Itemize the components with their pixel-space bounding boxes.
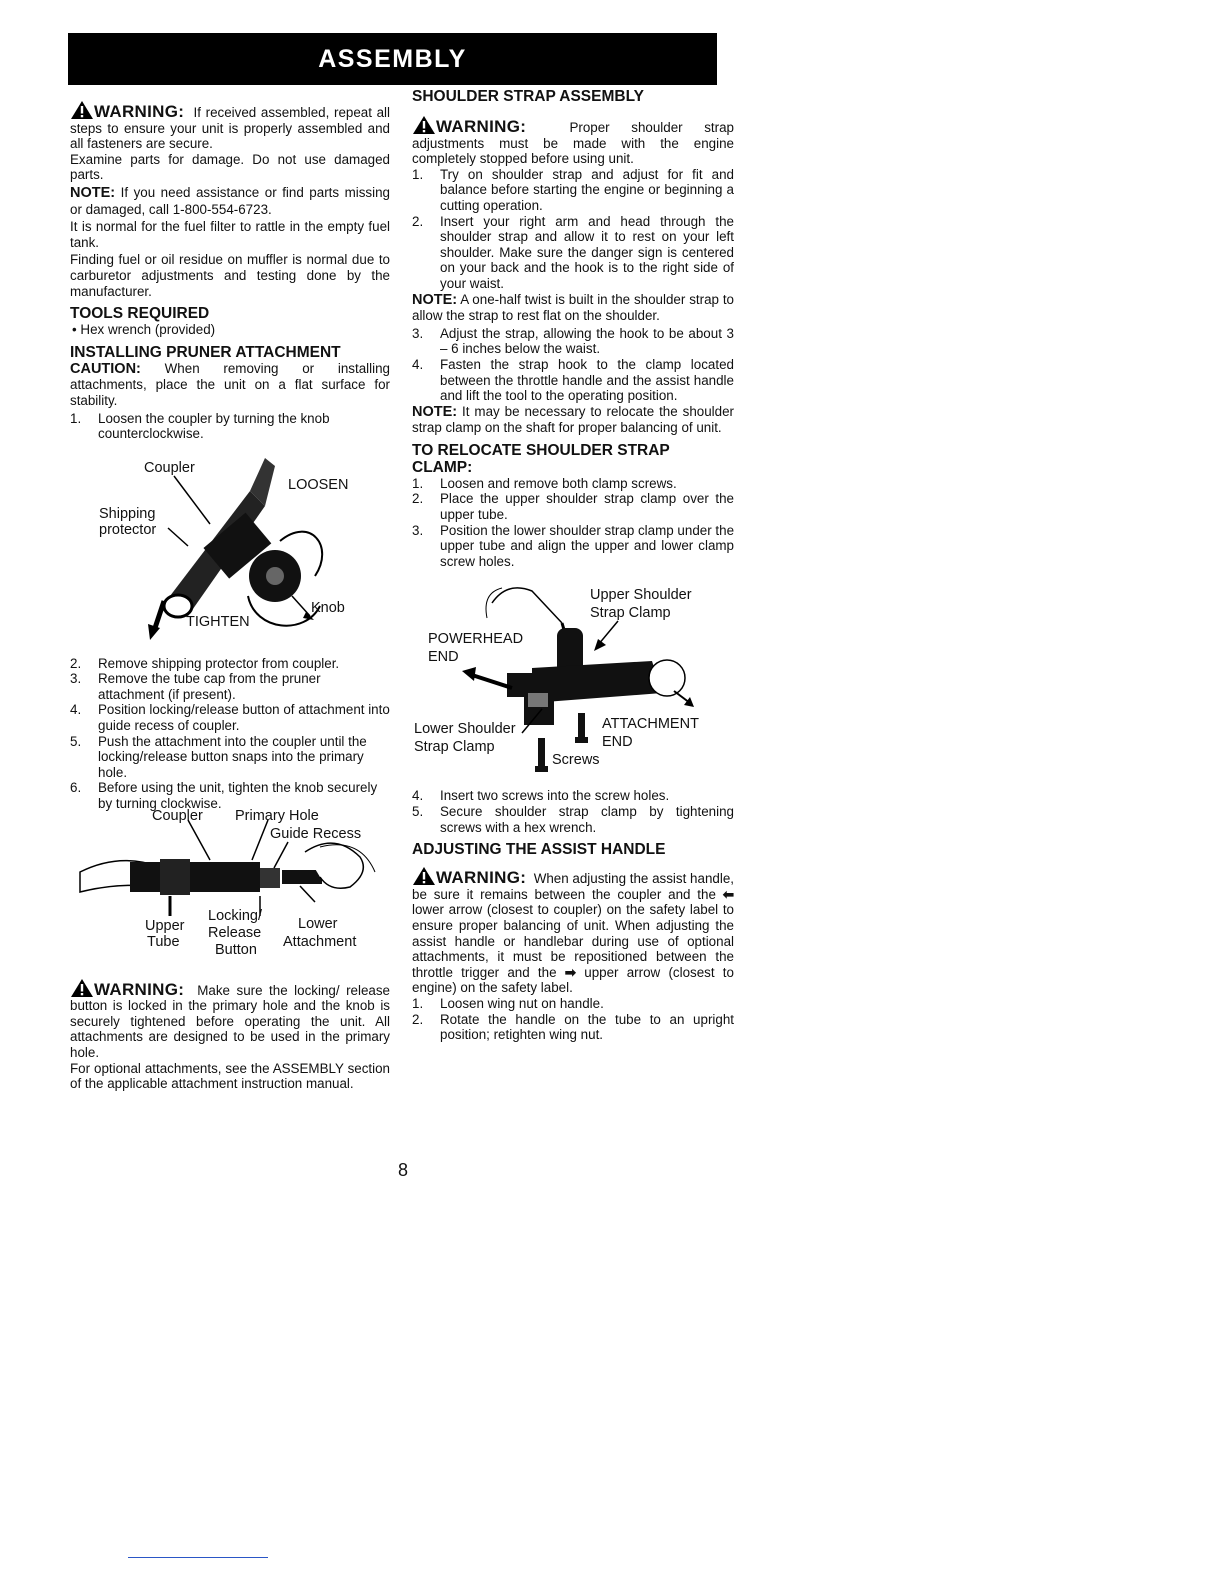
step-number: 4.	[412, 788, 424, 804]
steps-relocate	[412, 476, 734, 570]
right-column	[412, 88, 734, 1043]
warning-text: When adjusting the assist handle, be sure it remains between the coupler and the	[412, 871, 734, 902]
fig3-label-attachment: ATTACHMENT	[602, 716, 699, 733]
warning-text: If received assembled, repeat all steps to ensure your unit is properly assembled and all fasteners are secure.	[70, 105, 390, 152]
fig2-label-upper: Upper	[145, 917, 185, 934]
fig1-label-loosen: LOOSEN	[288, 476, 349, 493]
step-number: 3.	[412, 522, 424, 538]
warning-text-continued: lower arrow (closest to coupler) on the safety label to ensure proper balancing of unit. When adjusting the assist handle or handlebar during use of optional attachments, it must be repositioned between the throttle trigger and the	[412, 902, 734, 980]
list-item	[412, 476, 734, 492]
note-half-twist	[412, 292, 734, 324]
step-text: Push the attachment into the coupler until the locking/release button snaps into the primary hole.	[98, 733, 367, 780]
fig1-label-protector: protector	[99, 521, 157, 538]
warning-label: WARNING:	[94, 979, 185, 999]
paragraph-examine: Examine parts for damage. Do not use damaged parts.	[70, 151, 390, 183]
paragraph-residue: Finding fuel or oil residue on muffler is normal due to carburetor adjustments and testing done by the manufacturer.	[70, 252, 390, 299]
list-item	[70, 671, 390, 702]
note-assistance	[70, 185, 390, 217]
fig1-label-shipping: Shipping	[99, 505, 156, 522]
step-number: 6.	[70, 780, 82, 796]
heading-shoulder-strap: SHOULDER STRAP ASSEMBLY	[412, 88, 644, 105]
step-number: 2.	[412, 1011, 424, 1027]
warning-text: Proper shoulder strap adjustments must be made with the engine completely stopped before using unit.	[412, 120, 734, 167]
step-number: 3.	[412, 325, 424, 341]
note-label: NOTE:	[412, 291, 458, 308]
warning-triangle-icon	[70, 100, 94, 120]
step-text: Place the upper shoulder strap clamp over the upper tube.	[440, 491, 734, 523]
steps-screws	[412, 788, 734, 835]
step-number: 5.	[70, 733, 82, 749]
warning-received-assembled	[70, 100, 390, 152]
paragraph-fuel-filter: It is normal for the fuel filter to rattle in the empty fuel tank.	[70, 219, 390, 250]
caution-flat-surface	[70, 361, 390, 409]
heading-installing-pruner: INSTALLING PRUNER ATTACHMENT	[70, 343, 341, 361]
warning-label: WARNING:	[94, 102, 185, 121]
step-text: Secure shoulder strap clamp by tightening screws with a hex wrench.	[440, 804, 734, 835]
left-arrow-icon: ⬅	[722, 886, 734, 902]
step-number: 1.	[70, 410, 82, 426]
step-text: Remove the tube cap from the pruner attachment (if present).	[98, 671, 321, 702]
page-number: 8	[397, 1160, 408, 1180]
list-item	[412, 214, 734, 292]
fig1-label-knob: Knob	[311, 599, 345, 616]
fig2-label-locking: Locking/	[208, 907, 263, 924]
step-text: Loosen and remove both clamp screws.	[440, 475, 677, 491]
list-item	[70, 734, 390, 781]
step-text: Rotate the handle on the tube to an upright position; retighten wing nut.	[440, 1011, 734, 1043]
warning-strap-adjustments	[412, 115, 734, 167]
list-item	[70, 656, 390, 672]
figure-coupler-knob	[70, 446, 390, 656]
fig2-label-release: Release	[208, 924, 262, 941]
note-text: A one-half twist is built in the shoulder strap to allow the strap to rest flat on the shoulder.	[412, 291, 735, 324]
step-text: Position the lower shoulder strap clamp under the upper tube and align the upper and lower clamp screw holes.	[440, 522, 735, 569]
banner-title: ASSEMBLY	[318, 45, 467, 73]
warning-assist-handle	[412, 866, 734, 996]
note-text: It may be necessary to relocate the shoulder strap clamp on the shaft for proper balancing of unit.	[412, 403, 734, 436]
list-item	[70, 702, 390, 733]
warning-text: Make sure the locking/ release button is locked in the primary hole and the knob is securely tightened before operating the unit. All attachments are designed to be used in the primary hole.	[70, 982, 390, 1060]
warning-text-end: upper arrow (closest to engine) on the safety label.	[412, 964, 734, 996]
fig2-label-primary-hole: Primary Hole	[235, 807, 319, 824]
note-label: NOTE:	[412, 403, 458, 420]
fig3-label-strap-clamp-lower: Strap Clamp	[414, 739, 495, 756]
caution-label: CAUTION:	[70, 360, 141, 377]
list-item	[70, 411, 390, 442]
note-text: If you need assistance or find parts missing or damaged, call 1-800-554-6723.	[70, 184, 390, 217]
steps-assist-handle	[412, 996, 734, 1043]
step-text: Remove shipping protector from coupler.	[98, 655, 340, 671]
warning-triangle-icon	[412, 115, 436, 135]
step-number: 2.	[412, 491, 424, 507]
fig2-label-lower: Lower	[298, 915, 338, 932]
tools-item: • Hex wrench (provided)	[72, 322, 216, 338]
paragraph-optional-attachments: For optional attachments, see the ASSEMBLY section of the applicable attachment instruction manual.	[70, 1060, 390, 1092]
list-item	[412, 523, 734, 570]
fig3-label-strap-clamp: Strap Clamp	[590, 605, 671, 622]
fig3-label-powerhead: POWERHEAD	[428, 631, 524, 648]
warning-triangle-icon	[412, 866, 436, 886]
steps-strap-a	[412, 167, 734, 292]
list-item	[412, 326, 734, 357]
note-relocate-clamp	[412, 404, 734, 436]
list-item	[412, 167, 734, 214]
step-number: 4.	[70, 702, 82, 718]
list-item	[412, 357, 734, 404]
step-number: 3.	[70, 671, 82, 687]
note-label: NOTE:	[70, 184, 116, 201]
step-number: 1.	[412, 475, 424, 491]
step-number: 4.	[412, 356, 424, 372]
heading-relocate-clamp: TO RELOCATE SHOULDER STRAP CLAMP:	[412, 441, 670, 476]
fig3-label-attachment-end: END	[602, 734, 633, 751]
fig1-label-coupler: Coupler	[144, 459, 195, 476]
step-text: Loosen the coupler by turning the knob counterclockwise.	[98, 410, 330, 442]
step-text: Insert two screws into the screw holes.	[440, 788, 670, 804]
step-number: 2.	[412, 213, 424, 229]
list-item	[412, 1012, 734, 1043]
list-item	[412, 788, 734, 804]
warning-label: WARNING:	[436, 868, 527, 888]
step-text: Loosen wing nut on handle.	[440, 995, 604, 1011]
warning-triangle-icon	[70, 978, 94, 998]
step-text: Before using the unit, tighten the knob securely by turning clockwise.	[98, 780, 378, 812]
steps-installing	[70, 656, 390, 812]
warning-label: WARNING:	[436, 117, 527, 136]
step-text: Insert your right arm and head through the shoulder strap and allow it to rest on your left shoulder. Make sure the danger sign is centered on your back and the hook is to the right side of your waist.	[440, 213, 734, 291]
fig2-label-coupler: Coupler	[152, 807, 203, 824]
fig2-label-button: Button	[215, 941, 257, 958]
list-item	[70, 780, 390, 811]
step-text: Position locking/release button of attachment into guide recess of coupler.	[98, 702, 390, 734]
steps-strap-b	[412, 326, 734, 404]
heading-tools-required: TOOLS REQUIRED	[70, 305, 210, 323]
fig3-label-upper-shoulder: Upper Shoulder	[590, 587, 692, 604]
fig3-label-lower-shoulder: Lower Shoulder	[414, 721, 516, 738]
section-banner	[68, 33, 717, 85]
step-text: Fasten the strap hook to the clamp located between the throttle handle and the assist handle and lift the tool to the operating position.	[440, 356, 734, 404]
fig1-label-tighten: TIGHTEN	[186, 613, 250, 630]
list-item	[412, 491, 734, 522]
heading-assist-handle: ADJUSTING THE ASSIST HANDLE	[412, 841, 666, 859]
fig3-label-end: END	[428, 649, 459, 666]
right-arrow-icon: ➡	[564, 964, 577, 980]
warning-locking-release	[70, 978, 390, 1061]
list-item	[412, 804, 734, 835]
fig2-label-tube: Tube	[147, 933, 180, 950]
step-text: Try on shoulder strap and adjust for fit and balance before starting the engine or beginning a cutting operation.	[440, 166, 734, 213]
caution-text: When removing or installing attachments, place the unit on a flat surface for stability.	[70, 360, 390, 408]
figure-coupler-attachment	[70, 807, 390, 972]
step-number: 2.	[70, 655, 82, 671]
footer-link-line	[128, 1557, 268, 1558]
step-number: 1.	[412, 995, 424, 1011]
fig3-label-screws: Screws	[552, 752, 600, 769]
figure-shoulder-strap-clamp	[412, 573, 734, 788]
left-column	[70, 88, 390, 1094]
step-number: 1.	[412, 166, 424, 182]
steps-loosen	[70, 411, 390, 442]
fig2-label-attachment: Attachment	[283, 933, 357, 950]
list-item	[412, 996, 734, 1012]
fig2-label-guide-recess: Guide Recess	[270, 825, 362, 842]
step-number: 5.	[412, 804, 424, 820]
step-text: Adjust the strap, allowing the hook to be about 3 – 6 inches below the waist.	[440, 325, 734, 357]
